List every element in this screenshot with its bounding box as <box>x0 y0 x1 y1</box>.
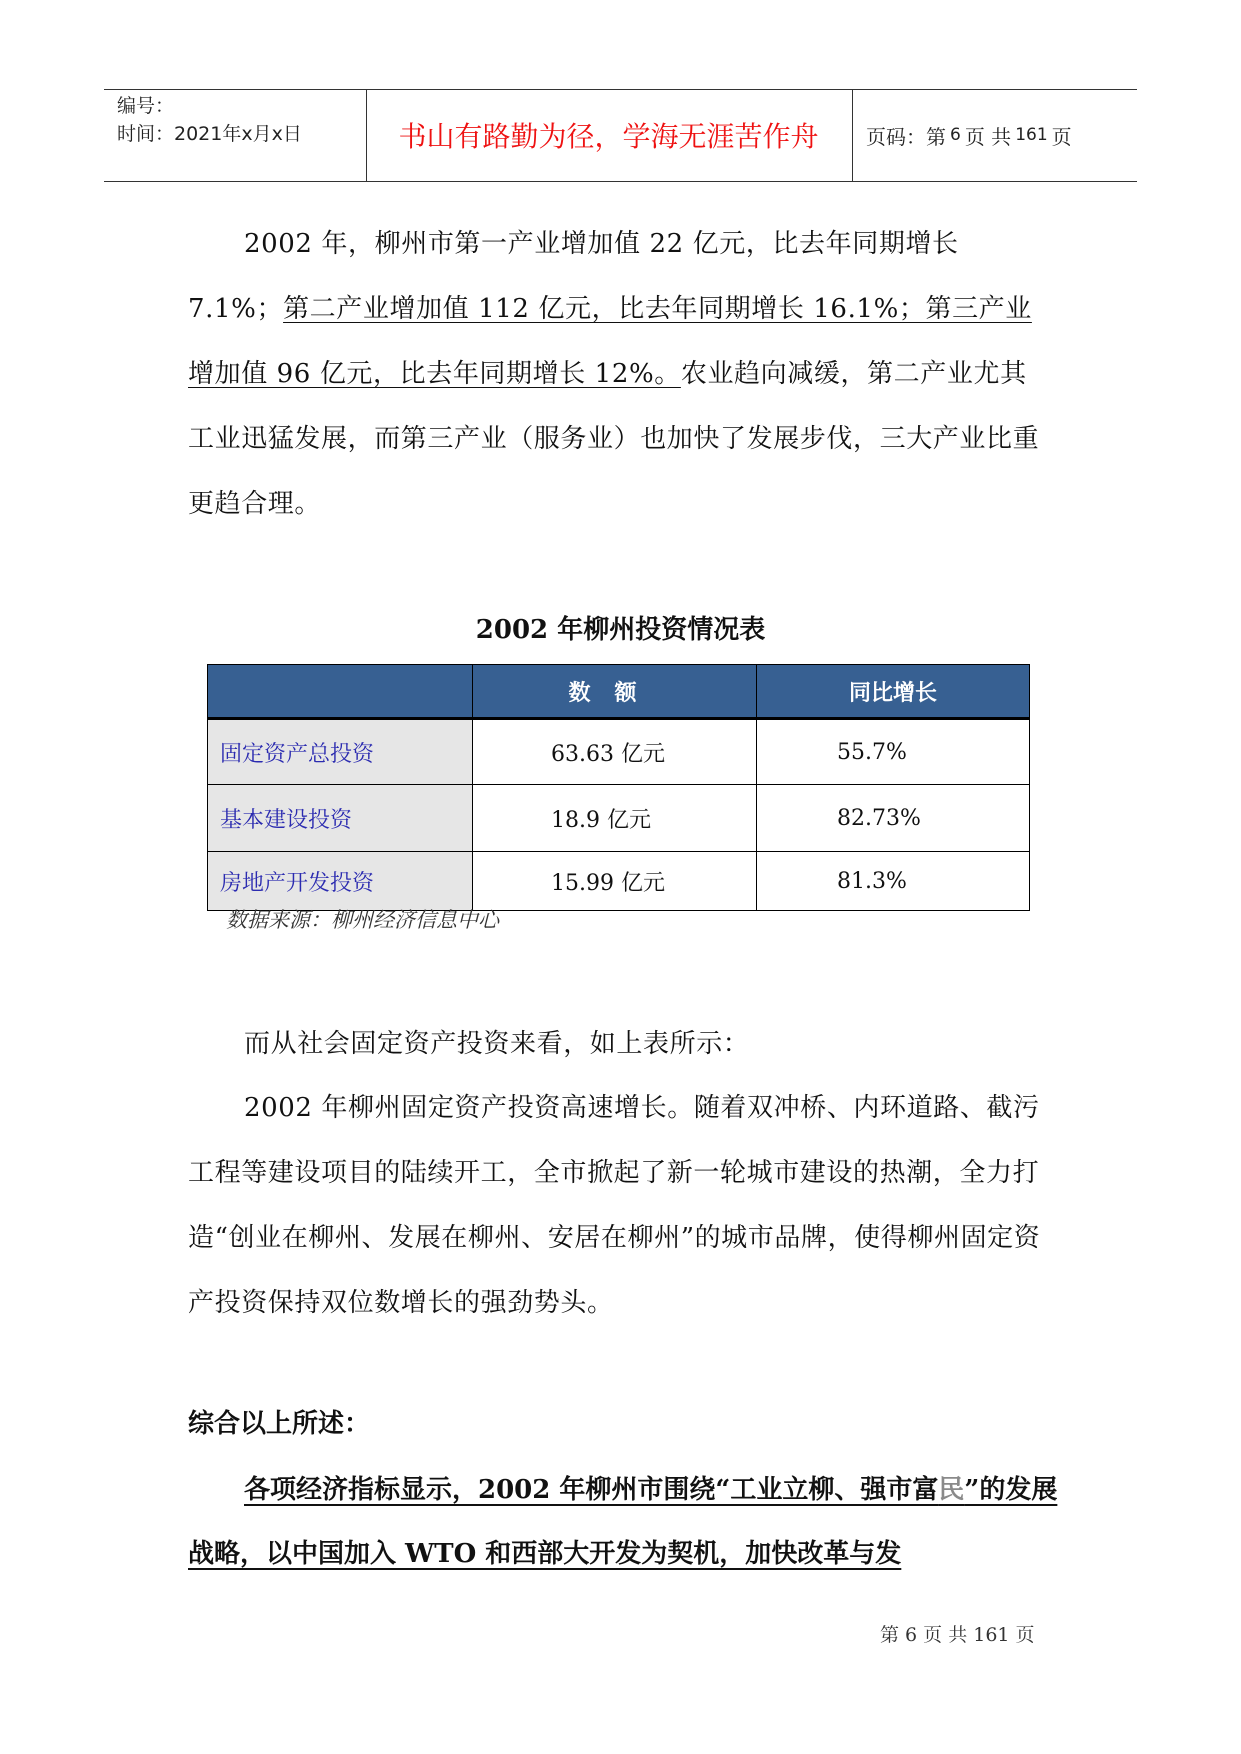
investment-table <box>207 664 1030 911</box>
document-number-label: 编号： <box>117 95 175 117</box>
header-bottom-rule <box>104 181 1137 182</box>
summary-text-main: 各项经济指标显示，2002 年柳州市围绕“工业立柳、强市富 <box>244 1475 939 1505</box>
table-header-growth: 同比增长 <box>757 665 1030 719</box>
paragraph-industry-growth <box>188 212 1053 537</box>
table-header-amount: 数额 <box>473 665 757 719</box>
row-growth: 82.73% <box>757 785 1030 852</box>
table-source-note: 数据来源：柳州经济信息中心 <box>226 908 499 932</box>
table-header-corner <box>208 665 473 719</box>
page-current: 6 <box>950 125 961 145</box>
row-amount: 15.99 亿元 <box>473 852 757 911</box>
table-header-row <box>208 665 1030 719</box>
row-label: 基本建设投资 <box>208 785 473 852</box>
p1-underlined: 第二产业增加值 112 亿元，比去年同期增长 16.1%；第三产业增加值 96 亿元，比去年同期增长 12%。 <box>188 294 1032 389</box>
table-title: 2002 年柳州投资情况表 <box>475 615 766 645</box>
header-meta <box>117 92 367 148</box>
header-page-info <box>852 89 1137 181</box>
row-growth: 81.3% <box>757 852 1030 911</box>
table-row <box>208 785 1030 852</box>
p1-plain-start: 2002 年，柳州市第一产业增加值 22 亿元，比去年同期增长 7.1%； <box>188 229 959 324</box>
p3-text: 2002 年柳州固定资产投资高速增长。随着双冲桥、内环道路、截污工程等建设项目的陆续开工，全市掀起了新一轮城市建设的热潮，全力打造“创业在柳州、发展在柳州、安居在柳州”的城市品牌，使得柳州固定资产投资保持双位数增长的强劲势头。 <box>188 1093 1041 1318</box>
page-prefix: 页码：第 <box>866 124 946 149</box>
page-total: 161 <box>1015 125 1048 145</box>
row-amount: 18.9 亿元 <box>473 785 757 852</box>
page-footer: 第 6 页 共 161 页 <box>880 1624 1035 1646</box>
row-amount: 63.63 亿元 <box>473 719 757 785</box>
row-label: 固定资产总投资 <box>208 719 473 785</box>
page-suffix: 页 <box>1051 124 1072 149</box>
document-time-label: 时间：2021年x月x日 <box>117 123 302 145</box>
paragraph-investment-growth <box>188 1076 1053 1336</box>
p1-plain-end: 农业趋向减缓，第二产业尤其工业迅猛发展，而第三产业（服务业）也加快了发展步伐，三大产业比重更趋合理。 <box>188 359 1040 519</box>
summary-text-faded: 民 <box>938 1475 965 1505</box>
summary-paragraph <box>188 1458 1078 1586</box>
paragraph-investment-intro <box>188 1012 1053 1077</box>
row-label: 房地产开发投资 <box>208 852 473 911</box>
page-mid: 页 共 <box>964 124 1012 149</box>
summary-text-rest: ”的发展战略，以中国加入 WTO 和西部大开发为契机，加快改革与发 <box>188 1475 1058 1569</box>
row-growth: 55.7% <box>757 719 1030 785</box>
table-row <box>208 852 1030 911</box>
header-motto: 书山有路勤为径，学海无涯苦作舟 <box>398 120 819 153</box>
p2-text: 而从社会固定资产投资来看，如上表所示： <box>244 1029 750 1059</box>
table-row <box>208 719 1030 785</box>
summary-heading: 综合以上所述： <box>188 1409 371 1439</box>
